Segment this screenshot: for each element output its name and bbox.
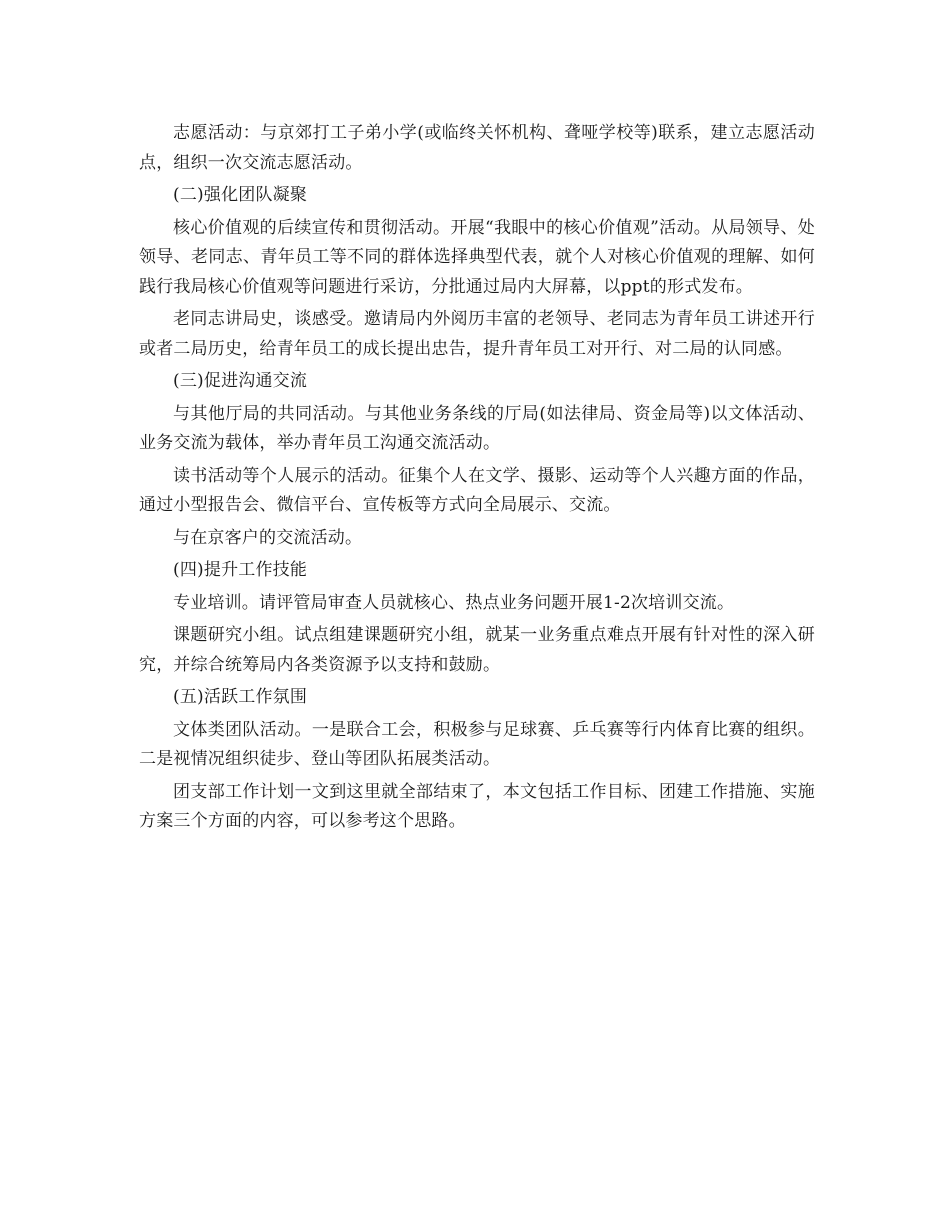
paragraph-research-group: 课题研究小组。试点组建课题研究小组，就某一业务重点难点开展有针对性的深入研究，并综合统筹局内各类资源予以支持和鼓励。 [139, 625, 815, 675]
section-heading-4: (四)提升工作技能 [173, 560, 308, 580]
paragraph-bureau-history: 老同志讲局史，谈感受。邀请局内外阅历丰富的老领导、老同志为青年员工讲述开行或者二局历史，给青年员工的成长提出忠告，提升青年员工对开行、对二局的认同感。 [139, 309, 815, 359]
paragraph-training: 专业培训。请评管局审查人员就核心、热点业务问题开展1-2次培训交流。 [173, 592, 735, 613]
document-body [139, 119, 815, 840]
paragraph-conclusion: 团支部工作计划一文到这里就全部结束了，本文包括工作目标、团建工作措施、实施方案三个方面的内容，可以参考这个思路。 [139, 781, 815, 831]
paragraph-reading-activity: 读书活动等个人展示的活动。征集个人在文学、摄影、运动等个人兴趣方面的作品，通过小型报告会、微信平台、宣传板等方式向全局展示、交流。 [139, 465, 815, 515]
paragraph-volunteer-activity: 志愿活动：与京郊打工子弟小学(或临终关怀机构、聋哑学校等)联系，建立志愿活动点，组织一次交流志愿活动。 [139, 123, 815, 173]
section-heading-5: (五)活跃工作氛围 [173, 687, 308, 707]
section-heading-2: (二)强化团队凝聚 [173, 185, 308, 205]
paragraph-client-exchange: 与在京客户的交流活动。 [173, 527, 363, 548]
section-heading-3: (三)促进沟通交流 [173, 371, 308, 391]
paragraph-sports-activity: 文体类团队活动。一是联合工会，积极参与足球赛、乒乓赛等行内体育比赛的组织。二是视情况组织徒步、登山等团队拓展类活动。 [139, 719, 815, 769]
paragraph-core-values: 核心价值观的后续宣传和贯彻活动。开展“我眼中的核心价值观”活动。从局领导、处领导、老同志、青年员工等不同的群体选择典型代表，就个人对核心价值观的理解、如何践行我局核心价值观等问题进行采访，分批通过局内大屏幕，以ppt的形式发布。 [139, 217, 815, 297]
paragraph-joint-activity: 与其他厅局的共同活动。与其他业务条线的厅局(如法律局、资金局等)以文体活动、业务交流为载体，举办青年员工沟通交流活动。 [139, 403, 815, 453]
